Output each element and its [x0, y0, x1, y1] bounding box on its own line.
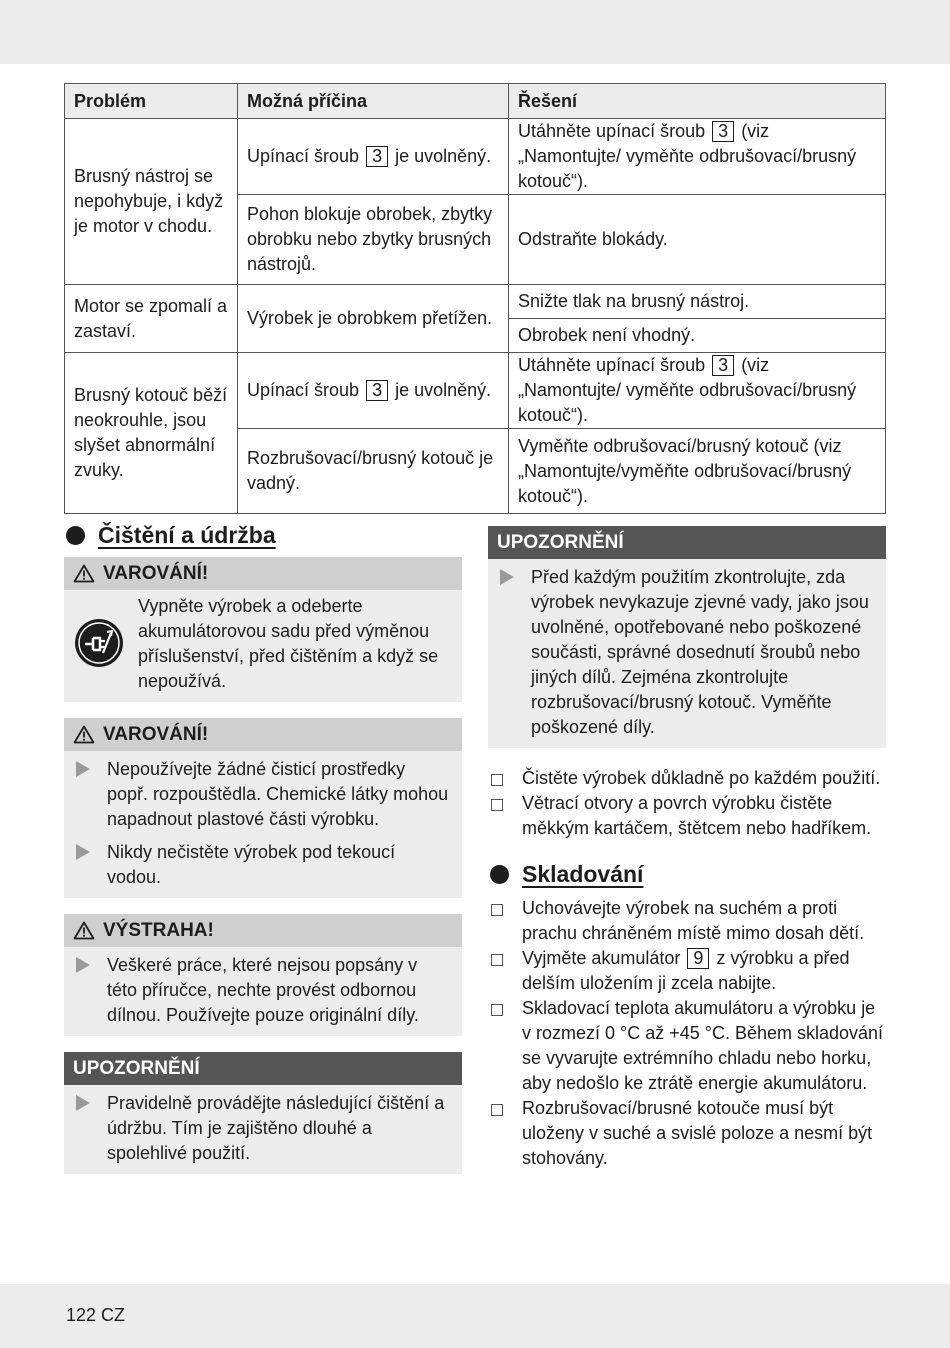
section-heading-storage [488, 861, 886, 888]
cause-cell [238, 119, 509, 195]
list-item-text: Nepoužívejte žádné čisticí prostředky popř. rozpouštědla. Chemické látky mohou napadnout plastové části výrobku. [107, 759, 449, 829]
solution-cell: Vyměňte odbrušovací/brusný kotouč (viz „Namontujte/vyměňte odbrušovací/brusný kotouč“). [509, 429, 886, 514]
notice-header: UPOZORNĚNÍ [488, 526, 886, 559]
warning-box [64, 557, 462, 702]
storage-list [488, 896, 886, 1171]
cause-cell [238, 353, 509, 429]
bullet-dot-icon [490, 865, 509, 884]
warning-triangle-icon [73, 725, 95, 744]
header-cause: Možná příčina [238, 84, 509, 119]
caution-content [64, 947, 462, 1036]
warning-title: VAROVÁNÍ! [103, 563, 209, 584]
square-bullet-icon [491, 799, 503, 811]
list-item [488, 791, 886, 841]
arrow-bullet-icon [76, 1095, 90, 1111]
cause-text: Upínací šroub [247, 380, 360, 400]
section-title: Skladování [522, 861, 644, 887]
notice-content [488, 559, 886, 748]
solution-text: Utáhněte upínací šroub [518, 121, 706, 141]
caution-box [64, 914, 462, 1036]
cause-text: je uvolněný. [395, 146, 492, 166]
list-item-text: Skladovací teplota akumulátoru a výrobku je v rozmezí 0 °C až +45 °C. Během skladování se vyvarujte extrémního chladu nebo horku, aby nedošlo ke ztrátě energie akumulátoru. [522, 998, 884, 1093]
list-item-text: Čistěte výrobek důkladně po každém použití. [522, 768, 881, 788]
solution-text: Utáhněte upínací šroub [518, 355, 706, 375]
list-item [74, 757, 450, 832]
list-item-text: Pravidelně provádějte následující čištění a údržbu. Tím je zajištěno dlouhé a spolehlivé použití. [107, 1093, 445, 1163]
header-problem: Problém [65, 84, 238, 119]
troubleshooting-table [64, 83, 886, 514]
solution-cell [509, 353, 886, 429]
warning-triangle-icon [73, 564, 95, 583]
cause-cell: Výrobek je obrobkem přetížen. [238, 285, 509, 353]
cause-text: Upínací šroub [247, 146, 360, 166]
warning-header [64, 718, 462, 751]
bullet-dot-icon [66, 526, 85, 545]
cause-cell: Pohon blokuje obrobek, zbytky obrobku nebo zbytky brusných nástrojů. [238, 195, 509, 285]
cause-cell: Rozbrušovací/brusný kotouč je vadný. [238, 429, 509, 514]
table-row [65, 285, 886, 319]
list-item-text: Před každým použitím zkontrolujte, zda výrobek nevykazuje zjevné vady, jako jsou uvolněné, opotřebované nebo poškozené součásti, správné dosednutí šroubů nebo jiných dílů. Zejména zkontrolujte rozbrušovací/brusný kotouč. Vyměňte poškozené díly. [531, 567, 869, 737]
list-item-text: Rozbrušovací/brusné kotouče musí být uloženy v suché a svislé poloze a nesmí být stohovány. [522, 1098, 873, 1168]
list-item [488, 896, 886, 946]
bottom-bar [0, 1284, 950, 1348]
solution-text: (viz „Namontujte/ vyměňte odbrušovací/brusný kotouč“). [518, 355, 857, 425]
list-item [498, 565, 874, 740]
cause-text: je uvolněný. [395, 380, 492, 400]
list-item-text-part: Vyjměte akumulátor [522, 948, 681, 968]
solution-cell: Obrobek není vhodný. [509, 319, 886, 353]
section-title: Čištění a údržba [98, 522, 276, 548]
list-item [488, 996, 886, 1096]
list-item [74, 1091, 450, 1166]
list-item [74, 953, 450, 1028]
list-item [488, 766, 886, 791]
right-column [488, 526, 886, 1191]
solution-cell: Odstraňte blokády. [509, 195, 886, 285]
solution-cell: Snižte tlak na brusný nástroj. [509, 285, 886, 319]
square-bullet-icon [491, 954, 503, 966]
list-item-text [522, 946, 886, 996]
warning-content [64, 751, 462, 898]
top-bar [0, 0, 950, 64]
warning-text: Vypněte výrobek a odeberte akumulátorovou sadu před výměnou příslušenství, před čištěním a když se nepoužívá. [138, 596, 439, 691]
arrow-bullet-icon [76, 844, 90, 860]
solution-text: (viz „Namontujte/ vyměňte odbrušovací/brusný kotouč“). [518, 121, 857, 191]
caution-header [64, 914, 462, 947]
part-reference: 3 [712, 355, 734, 376]
list-item [488, 946, 886, 996]
square-bullet-icon [491, 904, 503, 916]
problem-cell: Brusný kotouč běží neokrouhle, jsou slyšet abnormální zvuky. [65, 353, 238, 514]
part-reference: 3 [712, 121, 734, 142]
arrow-bullet-icon [76, 957, 90, 973]
square-bullet-icon [491, 1104, 503, 1116]
part-reference: 9 [687, 948, 709, 969]
list-item-text: Veškeré práce, které nejsou popsány v této příručce, nechte provést odbornou dílnou. Používejte pouze originální díly. [107, 955, 419, 1025]
caution-title: VÝSTRAHA! [103, 920, 214, 941]
problem-cell: Brusný nástroj se nepohybuje, i když je motor v chodu. [65, 119, 238, 285]
header-solution: Řešení [509, 84, 886, 119]
page-number: 122 CZ [66, 1305, 126, 1325]
square-bullet-icon [491, 1004, 503, 1016]
arrow-bullet-icon [76, 761, 90, 777]
notice-content [64, 1085, 462, 1174]
arrow-bullet-icon [500, 569, 514, 585]
table-row [65, 353, 886, 429]
part-reference: 3 [366, 380, 388, 401]
warning-content [64, 590, 462, 702]
left-column [64, 522, 462, 1190]
list-item-text-part: z výrobku a před delším uložením ji zcela nabijte. [522, 948, 850, 993]
list-item [74, 840, 450, 890]
list-item [488, 1096, 886, 1171]
part-reference: 3 [366, 146, 388, 167]
section-heading-cleaning [64, 522, 462, 549]
warning-title: VAROVÁNÍ! [103, 724, 209, 745]
warning-header [64, 557, 462, 590]
list-item-text: Větrací otvory a povrch výrobku čistěte měkkým kartáčem, štětcem nebo hadříkem. [522, 793, 872, 838]
unplug-icon [74, 618, 124, 668]
warning-box [64, 718, 462, 898]
cleaning-list [488, 766, 886, 841]
notice-header: UPOZORNĚNÍ [64, 1052, 462, 1085]
warning-triangle-icon [73, 921, 95, 940]
table-header-row [65, 84, 886, 119]
notice-box [488, 526, 886, 748]
notice-box [64, 1052, 462, 1174]
problem-cell: Motor se zpomalí a zastaví. [65, 285, 238, 353]
list-item-text: Uchovávejte výrobek na suchém a proti prachu chráněném místě mimo dosah dětí. [522, 898, 865, 943]
solution-cell [509, 119, 886, 195]
list-item-text: Nikdy nečistěte výrobek pod tekoucí vodou. [107, 842, 396, 887]
square-bullet-icon [491, 774, 503, 786]
table-row [65, 119, 886, 195]
